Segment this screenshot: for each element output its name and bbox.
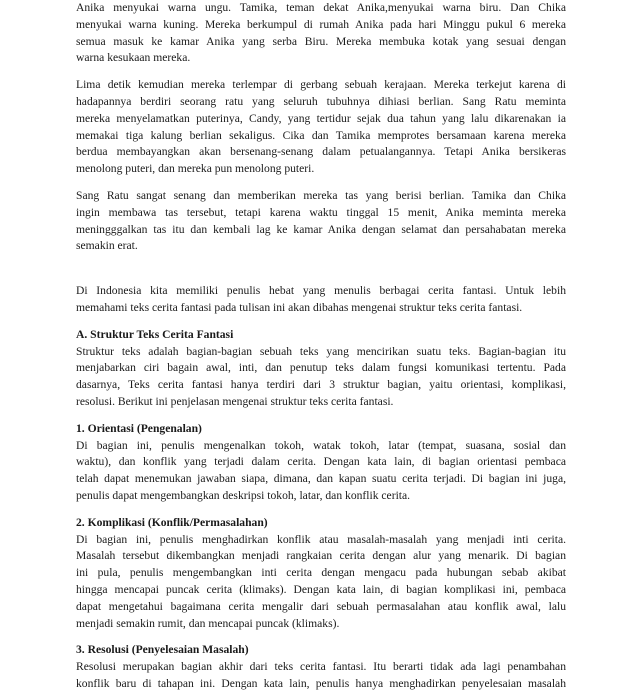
text-line: resolusi. Berikut ini penjelasan mengenai struktur teks cerita fantasi. [76, 394, 394, 408]
paragraph-story-kingdom [76, 77, 566, 178]
paragraph-structure [76, 344, 566, 411]
paragraph-intro-fantasy [76, 283, 566, 317]
text-line: Di bagian ini, penulis mengenalkan tokoh, watak tokoh, latar (tempat, suasana, sosial dan [76, 438, 566, 452]
section-heading-resolution: 3. Resolusi (Penyelesaian Masalah) [76, 643, 249, 657]
paragraph-resolution [76, 659, 566, 693]
text-line: Sang Ratu sangat senang dan memberikan mereka tas yang berisi berlian. Tamika dan Chika [76, 188, 566, 202]
text-line: menyukai warna kuning. Mereka berkumpul di rumah Anika pada hari Minggu pukul 6 mereka [76, 17, 566, 31]
text-line: warna kesukaan mereka. [76, 51, 191, 65]
text-line: telah dapat menemukan jawaban siapa, dimana, dan kapan suatu cerita terjadi. Di bagian ini juga, [76, 472, 566, 486]
document-page [76, 0, 566, 693]
text-line: semakin erat. [76, 239, 138, 253]
text-line: ingin membawa tas tersebut, tetapi karena waktu tinggal 15 menit, Anika meminta mereka [76, 205, 566, 219]
text-line: dapat mengetahui bagaimana cerita mengalir dari sebuah permasalahan atau konflik awal, lalu [76, 599, 566, 613]
text-line: Di Indonesia kita memiliki penulis hebat yang menulis berbagai cerita fantasi. Untuk lebih [76, 284, 566, 298]
text-line: menjabarkan ciri bagain awal, inti, dan penutup teks dalam fungsi komunikasi tertentu. Pada [76, 361, 566, 375]
text-line: meningggalkan tas itu dan kembali lag ke kamar Anika dengan selamat dan persahabatan mereka [76, 222, 566, 236]
section-heading-complication: 2. Komplikasi (Konflik/Permasalahan) [76, 515, 268, 529]
text-line: Masalah tersebut dikembangkan menjadi rangkaian cerita dengan alur yang menarik. Di bagian [76, 549, 566, 563]
text-line: ini pula, penulis mengembangkan inti cerita dengan mengacu pada hubungan sebab akibat [76, 566, 566, 580]
text-line: waktu), dan konflik yang terjadi dalam cerita. Dengan kata lain, di bagian orientasi pembaca [76, 455, 566, 469]
paragraph-story-intro [76, 0, 566, 67]
text-line: Lima detik kemudian mereka terlempar di gerbang sebuah kerajaan. Mereka terkejut karena di [76, 78, 566, 92]
text-line: semua masuk ke kamar Anika yang serba Biru. Mereka membuka kotak yang sesuai dengan [76, 34, 566, 48]
text-line: konflik baru di tahapan ini. Dengan kata lain, penulis hanya menghadirkan penyelesaian masalah [76, 676, 566, 690]
paragraph-orientation [76, 438, 566, 505]
text-line: Resolusi merupakan bagian akhir dari teks cerita fantasi. Itu berarti tidak ada lagi penambahan [76, 660, 566, 674]
text-line: dasarnya, Teks cerita fantasi hanya terdiri dari 3 struktur bagian, yaitu orientasi, komplikasi, [76, 378, 566, 392]
text-line: Di bagian ini, penulis menghadirkan konflik atau masalah-masalah yang menjadi inti cerita. [76, 532, 566, 546]
text-line: memahami teks cerita fantasi pada tulisan ini akan dibahas mengenai struktur teks cerita fantasi. [76, 300, 523, 314]
text-line: Struktur teks adalah bagian-bagian sebuah teks yang mencirikan suatu teks. Bagian-bagian itu [76, 344, 566, 358]
text-line: penulis dapat mengembangkan deskripsi tokoh, latar, dan konflik cerita. [76, 488, 411, 502]
text-line: memakai tiga kalung berlian sekaligus. Cika dan Tamika memprotes bersamaan karena mereka [76, 128, 566, 142]
paragraph-story-ending [76, 188, 566, 255]
text-line: menjadi semakin rumit, dan mencapai puncak (klimaks). [76, 616, 340, 630]
text-line: berdua membayangkan akan bersenang-senang dalam petualangannya. Tetapi Anika bersikeras [76, 145, 566, 159]
section-heading-structure: A. Struktur Teks Cerita Fantasi [76, 327, 234, 341]
text-line: Anika menyukai warna ungu. Tamika, teman dekat Anika,menyukai warna biru. Dan Chika [76, 1, 566, 14]
paragraph-complication [76, 532, 566, 633]
section-heading-orientation: 1. Orientasi (Pengenalan) [76, 421, 202, 435]
text-line: menolong puteri, dan mereka pun menolong puteri. [76, 162, 315, 176]
text-line: hingga mencapai puncak cerita (klimaks). Dengan kata lain, di bagian komplikasi ini, pembaca [76, 582, 566, 596]
text-line: mereka menyelamatkan puterinya, Candy, yang tertidur sejak dua tahun yang lalu dikarenakan ia [76, 111, 566, 125]
text-line: hadapannya berdiri seorang ratu yang seluruh tubuhnya dihiasi berlian. Sang Ratu meminta [76, 94, 566, 108]
